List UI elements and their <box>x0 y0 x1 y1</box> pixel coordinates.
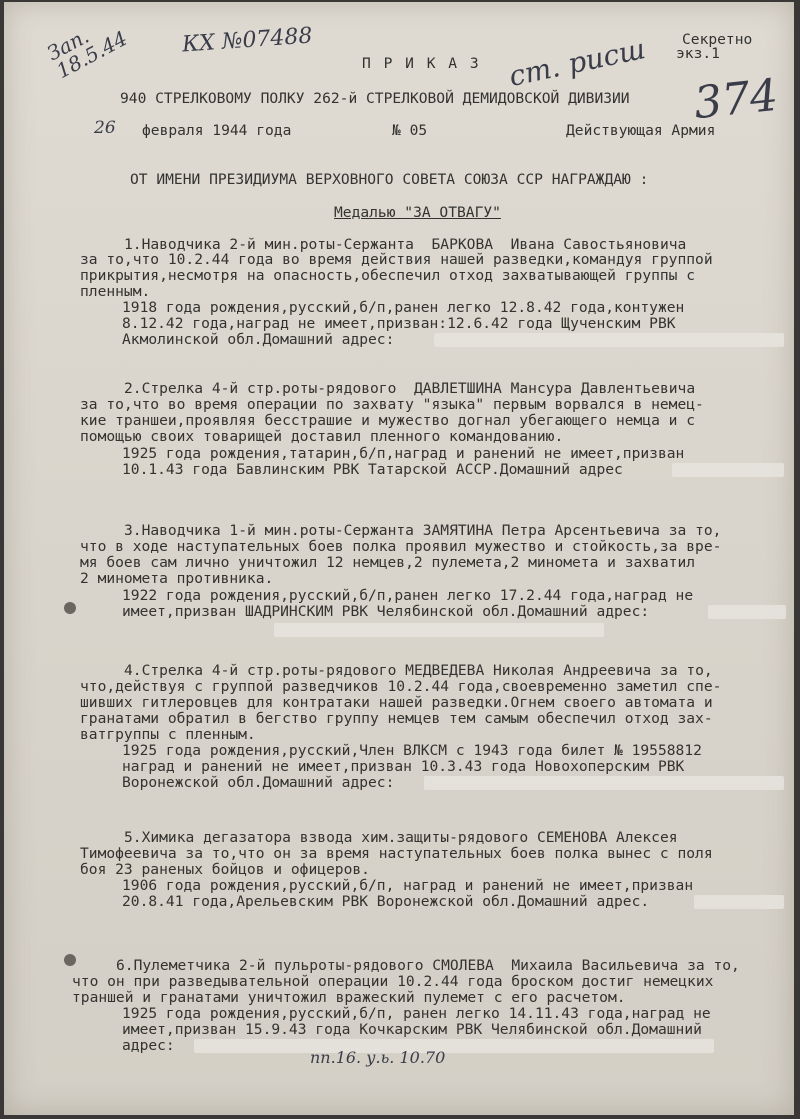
redacted-address <box>694 895 784 909</box>
entry-5-line-1: 5.Химика дегазатора взвода хим.защиты-рядового СЕМЕНОВА Алексея <box>124 829 678 846</box>
copy-label: экз.1 <box>676 45 720 62</box>
entry-5-bio-1: 1906 года рождения,русский,б/п, наград и ранений не имеет,призван <box>122 877 694 894</box>
entry-2-bio-2: 10.1.43 года Бавлинским РВК Татарской АССР.Домашний адрес <box>122 461 623 478</box>
entry-3-line-2: что в ходе наступательных боев полка проявил мужество и стойкость,за вре- <box>80 538 722 555</box>
entry-3-line-1: 3.Наводчика 1-й мин.роты-Сержанта ЗАМЯТИНА Петра Арсентьевича за то, <box>124 522 722 539</box>
entry-3-line-4: 2 миномета противника. <box>80 570 274 587</box>
entry-4-line-5: ватгруппы с пленным. <box>80 726 256 743</box>
secret-label: Секретно <box>682 31 753 48</box>
entry-2-line-1: 2.Стрелка 4-й стр.роты-рядового ДАВЛЕТШИНА Мансура Давлентьевича <box>124 380 696 397</box>
entry-4-bio-2: наград и ранений не имеет,призван 10.3.43 года Новохоперским РВК <box>122 758 685 775</box>
handwritten-top-right-number: 374 <box>691 69 781 130</box>
redacted-address <box>708 605 786 619</box>
entry-4-line-4: гранатами обратил в бегство группу немцев тем самым обеспечил отход зах- <box>80 710 713 727</box>
entry-1-bio-3: Акмолинской обл.Домашний адрес: <box>122 331 395 348</box>
document-title: П Р И К А З <box>362 55 481 72</box>
order-number: № 05 <box>392 122 428 139</box>
entry-6-line-3: траншей и гранатами уничтожил вражеский пулемет с его расчетом. <box>72 989 626 1006</box>
entry-5-bio-2: 20.8.41 года,Арельевским РВК Воронежской обл.Домашний адрес. <box>122 893 650 910</box>
handwritten-date-day: 26 <box>94 118 116 138</box>
entry-4-bio-3: Воронежской обл.Домашний адрес: <box>122 774 395 791</box>
entry-2-line-2: за то,что во время операции по захвату "языка" первым ворвался в немец- <box>80 396 704 413</box>
entry-6-bio-3: адрес: <box>122 1037 175 1054</box>
entry-6-line-2: что он при разведывательной операции 10.2.44 года броском достиг немецких <box>72 973 714 990</box>
entry-1-bio-2: 8.12.42 года,наград не имеет,призван:12.6.42 года Щученским РВК <box>122 315 676 332</box>
entry-5-line-3: боя 23 раненых бойцов и офицеров. <box>80 861 370 878</box>
redacted-address <box>194 1039 714 1053</box>
entry-6-bio-2: имеет,призван 15.9.43 года Кочкарским РВК Челябинской обл.Домашний <box>122 1021 702 1038</box>
entry-2-line-4: помощью своих товарищей доставил пленного командованию. <box>80 428 564 445</box>
entry-3-bio-1: 1922 года рождения,русский,б/п,ранен легко 17.2.44 года,наград не <box>122 587 694 604</box>
redacted-address <box>434 333 784 347</box>
entry-1-line-3: прикрытия,несмотря на опасность,обеспечил отход захватывающей группы с <box>80 267 696 284</box>
handwritten-top-right-scrawl: ст. рисш <box>506 31 649 94</box>
entry-4-line-2: что,действуя с группой разведчиков 10.2.44 года,своевременно заметил спе- <box>80 678 722 695</box>
unit-line: 940 СТРЕЛКОВОМУ ПОЛКУ 262-й СТРЕЛКОВОЙ ДЕМИДОВСКОЙ ДИВИЗИИ <box>120 90 630 107</box>
entry-6-line-1: 6.Пулеметчика 2-й пульроты-рядового СМОЛЕВА Михаила Васильевича за то, <box>116 957 740 974</box>
entry-4-line-3: шивших гитлеровцев для контратаки нашей разведки.Огнем своего автомата и <box>80 694 713 711</box>
medal-heading: Медалью "ЗА ОТВАГУ" <box>334 204 501 221</box>
entry-2-bio-1: 1925 года рождения,татарин,б/п,наград и ранений не имеет,призван <box>122 445 685 462</box>
punch-hole <box>64 602 76 614</box>
handwritten-bottom-scrawl: пп.16. у.ь. 10.70 <box>310 1048 446 1067</box>
handwritten-top-left-note: Зап. 18.5.44 <box>43 23 132 84</box>
redacted-address <box>672 463 784 477</box>
entry-3-bio-2: имеет,призван ШАДРИНСКИМ РВК Челябинской обл.Домашний адрес: <box>122 603 650 620</box>
entry-5-line-2: Тимофеевича за то,что он за время наступательных боев полка вынес с поля <box>80 845 713 862</box>
redacted-address <box>424 776 784 790</box>
entry-1-line-2: за то,что 10.2.44 года во время действия нашей разведки,командуя группой <box>80 251 713 268</box>
entry-4-line-1: 4.Стрелка 4-й стр.роты-рядового МЕДВЕДЕВА Николая Андреевича за то, <box>124 662 713 679</box>
entry-1-line-1: 1.Наводчика 2-й мин.роты-Сержанта БАРКОВА Ивана Савостьяновича <box>124 236 687 253</box>
entry-1-bio-1: 1918 года рождения,русский,б/п,ранен легко 12.8.42 года,контужен <box>122 299 685 316</box>
date-line: февраля 1944 года <box>142 122 292 139</box>
punch-hole <box>64 954 76 966</box>
army-label: Действующая Армия <box>566 122 716 139</box>
entry-6-bio-1: 1925 года рождения,русский,б/п, ранен легко 14.11.43 года,наград не <box>122 1005 711 1022</box>
entry-4-bio-1: 1925 года рождения,русский,Член ВЛКСМ с 1943 года билет № 19558812 <box>122 742 702 759</box>
entry-3-line-3: мя боев сам лично уничтожил 12 немцев,2 пулемета,2 миномета и захватил <box>80 554 696 571</box>
document-page <box>4 2 794 1115</box>
preamble: ОТ ИМЕНИ ПРЕЗИДИУМА ВЕРХОВНОГО СОВЕТА СОЮЗА ССР НАГРАЖДАЮ : <box>130 171 649 188</box>
entry-2-line-3: кие траншеи,проявляя бесстрашие и мужество догнал убегающего немца и с <box>80 412 696 429</box>
entry-1-line-4: пленным. <box>80 283 151 300</box>
handwritten-registration-number: КХ №07488 <box>181 23 314 58</box>
redacted-address <box>274 623 604 637</box>
